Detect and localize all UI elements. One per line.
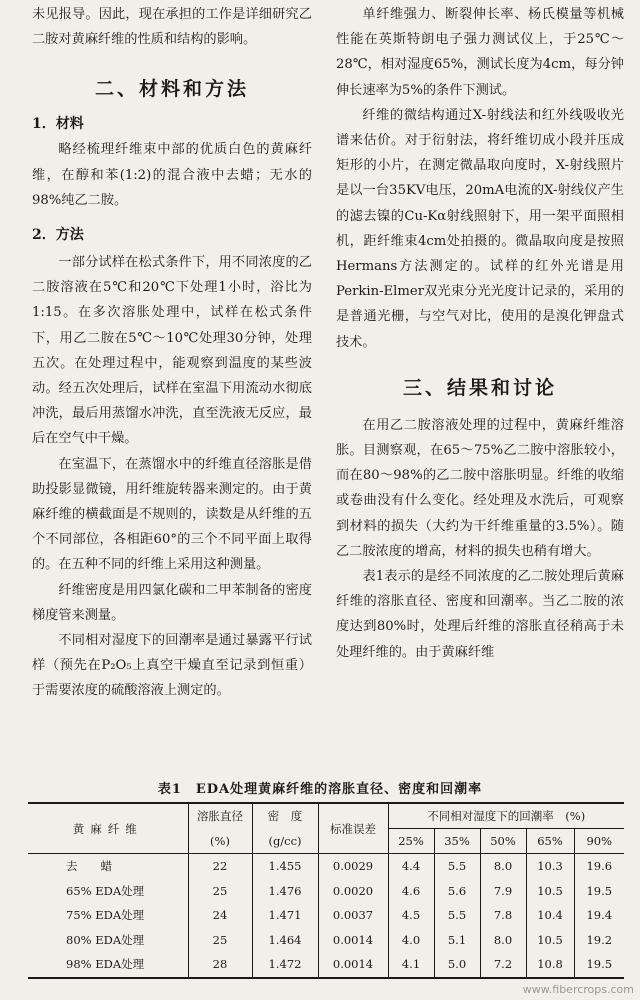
results-paragraph-1: 在用乙二胺溶液处理的过程中，黄麻纤维溶胀。目测察观，在65～75%乙二胺中溶胀较小，而在80～98%的乙二胺中溶胀明显。纤维的收缩或卷曲没有什么变化。经处理及水洗后，可观察到材料的损失（大约为干纤维重量的3.5%）。随乙二胺浓度的增高，材料的损失也稍有增大。 bbox=[336, 417, 624, 559]
table-1 bbox=[28, 802, 624, 979]
cell-stderr: 0.0014 bbox=[318, 928, 388, 953]
cell-regain-35: 5.5 bbox=[434, 903, 480, 928]
intro-tail-paragraph: 未见报导。因此，现在承担的工作是详细研究乙二胺对黄麻纤维的性质和结构的影响。 bbox=[32, 7, 312, 48]
cell-diameter: 28 bbox=[188, 952, 252, 978]
cell-sample: 98% EDA处理 bbox=[66, 957, 145, 972]
cell-regain-50: 7.8 bbox=[480, 903, 526, 928]
cell-regain-35: 5.5 bbox=[434, 854, 480, 879]
cell-regain-65: 10.5 bbox=[526, 928, 574, 953]
cell-regain-65: 10.8 bbox=[526, 952, 574, 978]
methods-paragraph-3: 纤维密度是用四氯化碳和二甲苯制备的密度梯度管来测量。 bbox=[32, 582, 312, 623]
cell-regain-50: 7.9 bbox=[480, 879, 526, 904]
table-row bbox=[28, 879, 624, 904]
cell-stderr: 0.0029 bbox=[318, 854, 388, 879]
cell-regain-90: 19.5 bbox=[574, 879, 624, 904]
cell-sample: 65% EDA处理 bbox=[66, 883, 145, 898]
microstructure-paragraph: 纤维的微结构通过X-射线法和红外线吸收光谱来估价。对于衍射法，将纤维切成小段并压成矩形的小片，在测定微晶取向度时，X-射线照片是以一台35KV电压，20mA电流的X-射线仪产生的滤去镍的Cu-Kα射线照射下，用一架平面照相机，距纤维束4cm处拍摄的。微晶取向度是按照Hermans方法测定的。试样的红外光谱是用Perkin-Elmer双光束分光光度计记录的，采用的是普通光栅，与空气对比，使用的是溴化钾盘式技术。 bbox=[336, 107, 624, 350]
cell-regain-50: 8.0 bbox=[480, 854, 526, 879]
methods-heading: 2．方法 bbox=[32, 227, 84, 244]
mechanical-test-paragraph: 单纤维强力、断裂伸长率、杨氏模量等机械性能在英斯特朗电子强力测试仪上，于25℃～28℃，相对湿度65%，测试长度为4cm，每分钟伸长速率为5%的条件下测试。 bbox=[336, 7, 624, 98]
methods-paragraph-2: 在室温下，在蒸馏水中的纤维直径溶胀是借助投影显微镜，用纤维旋转器来测定的。由于黄麻纤维的横截面是不规则的，读数是从纤维的五个不同部位，各相距60°的三个不同平面上取得的。在五种不同的纤维上采用这种测量。 bbox=[32, 456, 312, 573]
table-row bbox=[28, 952, 624, 978]
table-caption: 表1 EDA处理黄麻纤维的溶胀直径、密度和回潮率 bbox=[157, 782, 483, 797]
cell-sample: 75% EDA处理 bbox=[66, 908, 145, 923]
column-header-regain-group: 不同相对湿度下的回潮率 (%) bbox=[388, 803, 624, 829]
materials-paragraph: 略经梳理纤维束中部的优质白色的黄麻纤维，在醇和苯(1:2)的混合液中去蜡；无水的98%纯乙二胺。 bbox=[32, 142, 312, 208]
table-row bbox=[28, 903, 624, 928]
column-header-rh-25: 25% bbox=[388, 829, 434, 854]
cell-regain-35: 5.0 bbox=[434, 952, 480, 978]
cell-diameter: 25 bbox=[188, 928, 252, 953]
cell-stderr: 0.0014 bbox=[318, 952, 388, 978]
cell-density: 1.464 bbox=[252, 928, 318, 953]
cell-regain-25: 4.1 bbox=[388, 952, 434, 978]
cell-regain-35: 5.1 bbox=[434, 928, 480, 953]
cell-regain-25: 4.5 bbox=[388, 903, 434, 928]
cell-density: 1.471 bbox=[252, 903, 318, 928]
materials-heading: 1．材料 bbox=[32, 116, 84, 133]
cell-regain-50: 7.2 bbox=[480, 952, 526, 978]
data-table bbox=[28, 802, 624, 979]
cell-regain-35: 5.6 bbox=[434, 879, 480, 904]
table-row bbox=[28, 928, 624, 953]
left-column bbox=[32, 2, 312, 704]
cell-diameter: 25 bbox=[188, 879, 252, 904]
cell-regain-90: 19.4 bbox=[574, 903, 624, 928]
cell-regain-25: 4.4 bbox=[388, 854, 434, 879]
methods-paragraph-1: 一部分试样在松式条件下，用不同浓度的乙二胺溶液在5℃和20℃下处理1小时，浴比为1:15。在多次溶胀处理中，试样在松式条件下，用乙二胺在5℃～10℃处理30分钟，处理五次。在处理过程中，能观察到温度的某些波动。经五次处理后，试样在室温下用流动水彻底冲洗，最后用蒸馏水冲洗，直至洗液无反应，最后在空气中干燥。 bbox=[32, 255, 312, 447]
watermark: www.fibercrops.com bbox=[522, 983, 634, 996]
cell-regain-65: 10.3 bbox=[526, 854, 574, 879]
cell-sample: 80% EDA处理 bbox=[66, 932, 145, 947]
column-header-rh-35: 35% bbox=[434, 829, 480, 854]
column-header-sample: 黄麻纤维 bbox=[28, 803, 188, 854]
cell-sample: 去 蜡 bbox=[66, 859, 112, 874]
cell-regain-65: 10.5 bbox=[526, 879, 574, 904]
section-3-title: 三、结果和讨论 bbox=[402, 376, 557, 399]
cell-regain-50: 8.0 bbox=[480, 928, 526, 953]
column-header-density: 密 度 bbox=[252, 803, 318, 829]
cell-regain-65: 10.4 bbox=[526, 903, 574, 928]
section-2-title: 二、材料和方法 bbox=[94, 78, 249, 101]
cell-regain-90: 19.5 bbox=[574, 952, 624, 978]
cell-density: 1.476 bbox=[252, 879, 318, 904]
cell-regain-25: 4.0 bbox=[388, 928, 434, 953]
methods-paragraph-4: 不同相对湿度下的回潮率是通过暴露平行试样（预先在P₂O₅上真空干燥直至记录到恒重）于需要浓度的硫酸溶液上测定的。 bbox=[32, 633, 312, 699]
cell-regain-25: 4.6 bbox=[388, 879, 434, 904]
column-header-stderr: 标准误差 bbox=[318, 803, 388, 854]
cell-density: 1.472 bbox=[252, 952, 318, 978]
column-header-rh-90: 90% bbox=[574, 829, 624, 854]
column-header-diameter: 溶胀直径 bbox=[188, 803, 252, 829]
cell-diameter: 24 bbox=[188, 903, 252, 928]
cell-stderr: 0.0037 bbox=[318, 903, 388, 928]
cell-density: 1.455 bbox=[252, 854, 318, 879]
results-paragraph-2: 表1表示的是经不同浓度的乙二胺处理后黄麻纤维的溶胀直径、密度和回潮率。当乙二胺的浓度达到80%时，处理后纤维的溶胀直径稍高于未处理纤维的。由于黄麻纤维 bbox=[336, 569, 624, 660]
cell-diameter: 22 bbox=[188, 854, 252, 879]
cell-stderr: 0.0020 bbox=[318, 879, 388, 904]
right-column bbox=[336, 2, 624, 665]
table-row bbox=[28, 854, 624, 879]
column-header-diameter-unit: (%) bbox=[188, 829, 252, 854]
column-header-rh-50: 50% bbox=[480, 829, 526, 854]
cell-regain-90: 19.6 bbox=[574, 854, 624, 879]
column-header-density-unit: (g/cc) bbox=[252, 829, 318, 854]
column-header-rh-65: 65% bbox=[526, 829, 574, 854]
cell-regain-90: 19.2 bbox=[574, 928, 624, 953]
